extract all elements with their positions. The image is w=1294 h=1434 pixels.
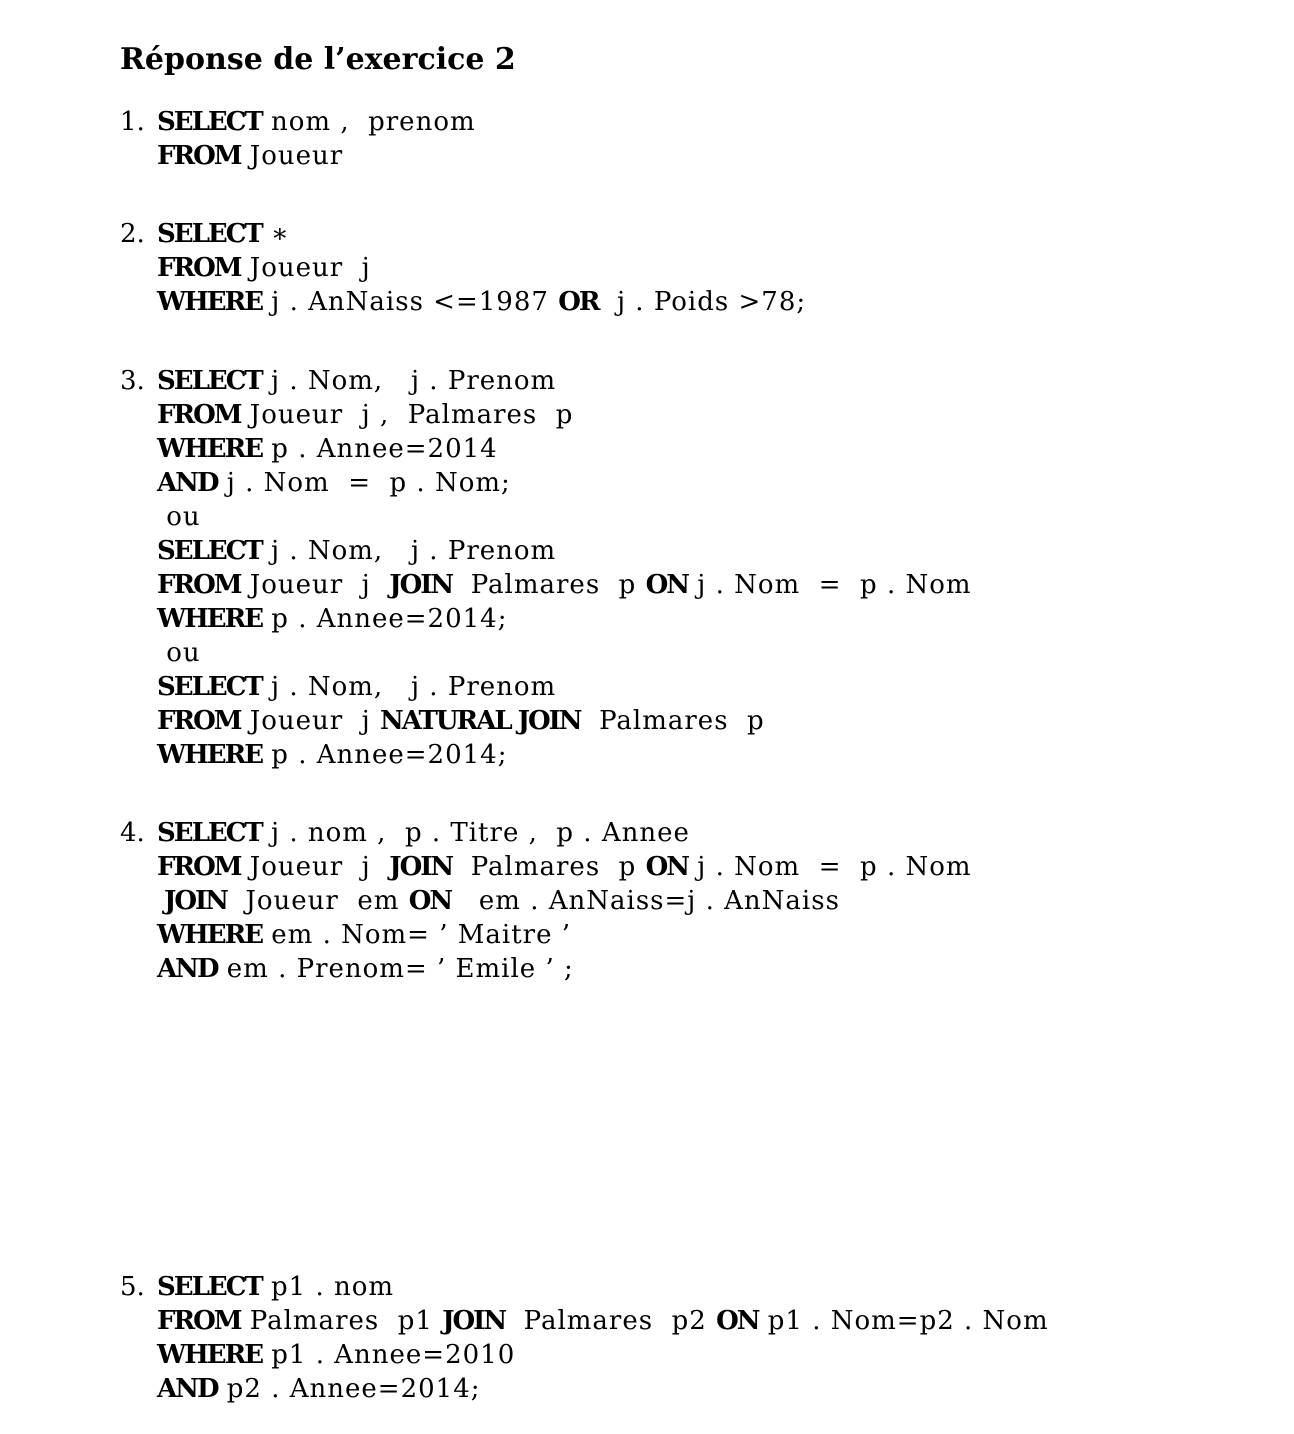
sql-text: ou [157,638,201,668]
sql-text: Joueur j [240,706,381,736]
sql-keyword: JOIN [442,1306,506,1336]
sql-text: j . Nom = p . Nom; [217,468,511,498]
code-line [157,534,556,568]
sql-text: p . Annee=2014; [262,604,508,634]
code-line [157,466,511,500]
sql-keyword: FROM [157,706,241,736]
code-line [157,1338,515,1372]
code-line [157,1372,481,1406]
sql-keyword: ON [645,852,689,882]
sql-keyword: ON [716,1306,759,1336]
sql-text: Palmares p [580,706,765,736]
sql-keyword: WHERE [157,434,263,464]
sql-keyword: SELECT [157,1272,262,1302]
sql-text: Palmares p2 [505,1306,717,1336]
sql-text: Palmares p [452,852,646,882]
code-line [157,952,574,986]
code-line [157,816,690,850]
sql-keyword: OR [558,287,599,317]
sql-keyword: AND [157,468,218,498]
code-line [157,105,476,139]
sql-keyword: WHERE [157,920,263,950]
sql-text: Joueur em [226,886,409,916]
sql-keyword: SELECT [157,818,262,848]
sql-text: j . nom , p . Titre , p . Annee [261,818,690,848]
sql-text: Palmares p1 [240,1306,443,1336]
sql-keyword: SELECT [157,672,262,702]
sql-keyword: FROM [157,400,241,430]
sql-keyword: ON [645,570,689,600]
document-title: Réponse de l’exercice 2 [120,42,516,77]
sql-text: j . Nom, j . Prenom [261,672,557,702]
sql-keyword: FROM [157,141,241,171]
code-line [157,432,498,466]
sql-text: Joueur j [240,570,390,600]
code-line [157,636,201,670]
code-line [157,139,343,173]
sql-text: em . Prenom= ’ Emile ’ ; [217,954,574,984]
code-line [157,251,371,285]
sql-keyword: FROM [157,1306,241,1336]
sql-keyword: NATURAL JOIN [380,706,581,736]
sql-keyword: ON [408,886,452,916]
sql-keyword: FROM [157,852,241,882]
sql-text: j . Nom = p . Nom [688,570,972,600]
code-line [157,1270,394,1304]
sql-text: Joueur j [240,253,371,283]
sql-keyword: WHERE [157,1340,263,1370]
sql-keyword: SELECT [157,219,262,249]
code-line [157,884,840,918]
code-line [157,285,806,319]
sql-text: p1 . nom [261,1272,395,1302]
sql-text: em . AnNaiss=j . AnNaiss [451,886,840,916]
sql-keyword: FROM [157,570,241,600]
item-number: 1. [120,107,145,137]
code-line [157,364,556,398]
sql-keyword: JOIN [157,886,227,916]
item-number: 2. [120,219,145,249]
code-line [157,738,507,772]
code-line [157,568,972,602]
code-line [157,918,571,952]
sql-text: Joueur [240,141,344,171]
code-line [157,500,201,534]
item-number: 5. [120,1272,145,1302]
sql-keyword: SELECT [157,107,262,137]
item-number: 3. [120,366,145,396]
sql-text: em . Nom= ’ Maitre ’ [262,920,571,950]
sql-text: j . AnNaiss <=1987 [262,287,559,317]
sql-keyword: AND [157,1374,218,1404]
code-line [157,704,765,738]
sql-keyword: JOIN [389,570,453,600]
item-number: 4. [120,818,145,848]
code-line [157,1304,1049,1338]
sql-text: j . Poids >78; [598,287,807,317]
sql-text: j . Nom, j . Prenom [261,366,557,396]
sql-keyword: AND [157,954,218,984]
sql-text: nom , prenom [261,107,476,137]
code-line [157,398,573,432]
sql-keyword: FROM [157,253,241,283]
sql-text: Joueur j , Palmares p [240,400,574,430]
sql-text: p . Annee=2014 [262,434,498,464]
sql-text: p1 . Annee=2010 [262,1340,516,1370]
sql-text: p1 . Nom=p2 . Nom [758,1306,1049,1336]
sql-keyword: WHERE [157,740,263,770]
sql-keyword: WHERE [157,604,263,634]
sql-keyword: WHERE [157,287,263,317]
code-line [157,670,556,704]
code-line [157,602,507,636]
code-line [157,217,290,251]
sql-text: Palmares p [452,570,646,600]
sql-text: p . Annee=2014; [262,740,508,770]
sql-text: p2 . Annee=2014; [217,1374,481,1404]
sql-text: ∗ [261,219,290,249]
code-line [157,850,972,884]
sql-keyword: SELECT [157,536,262,566]
sql-text: j . Nom, j . Prenom [261,536,557,566]
sql-keyword: JOIN [389,852,453,882]
sql-text: j . Nom = p . Nom [688,852,972,882]
sql-keyword: SELECT [157,366,262,396]
sql-text: Joueur j [240,852,390,882]
sql-text: ou [157,502,201,532]
